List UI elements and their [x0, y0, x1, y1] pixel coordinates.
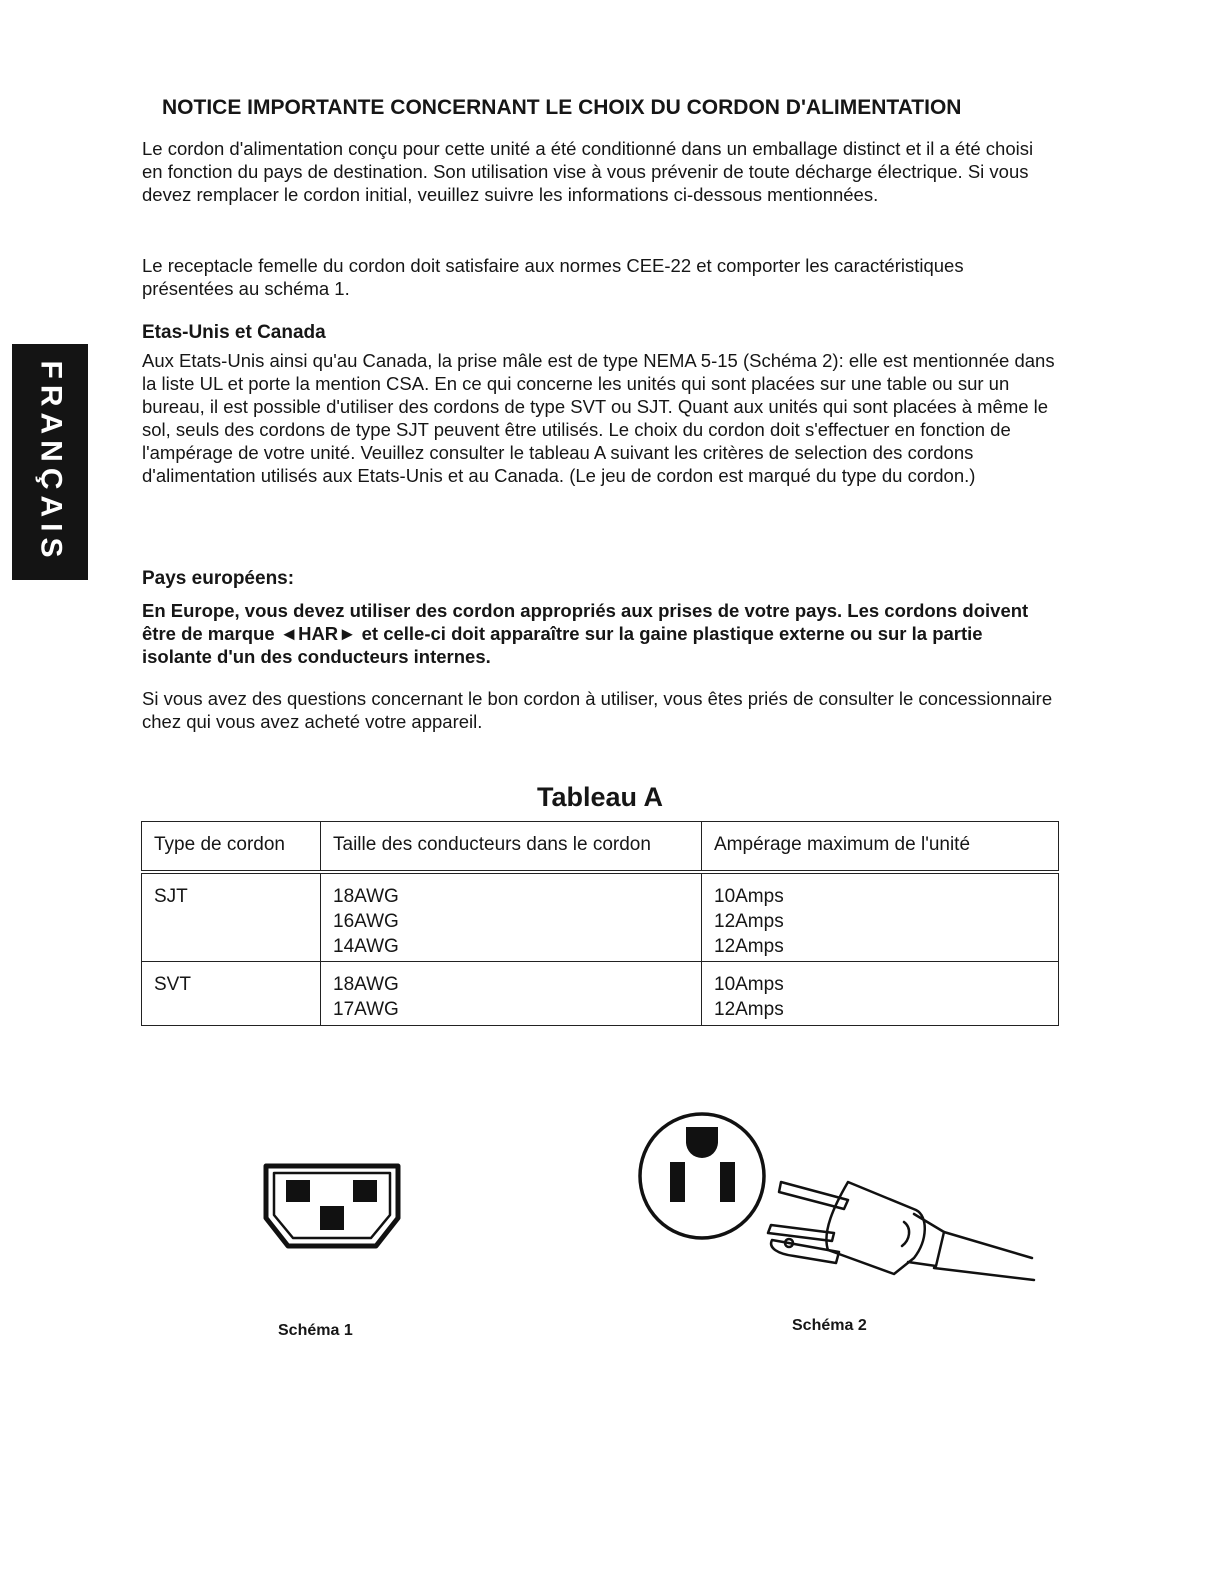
- conductor-size-value: 14AWG: [333, 936, 399, 957]
- table-title: Tableau A: [536, 782, 664, 812]
- schema1-caption: Schéma 1: [278, 1322, 353, 1339]
- us-canada-paragraph: Aux Etats-Unis ainsi qu'au Canada, la prise mâle est de type NEMA 5-15 (Schéma 2): elle est mentionnée dans la liste UL et porte la mention CSA. En ce qui concerne les unités qui sont placées sur une table ou sur un bureau, il est possible d'utiliser des cordons de type SVT ou SJT. Quant aux unités qui sont placées à même le sol, seuls des cordons de type SJT peuvent être utilisés. Le choix du cordon doit s'effectuer en fonction de l'ampérage de votre unité. Veuillez consulter le tableau A suivant les critères de selection des cordons d'alimentation utilisés aux Etats-Unis et au Canada. (Le jeu de cordon est marqué du type du cordon.): [142, 350, 1055, 486]
- conductor-size-cell: [321, 962, 702, 1026]
- table-header-row: [142, 822, 1059, 873]
- amperage-value: 10Amps: [714, 886, 784, 907]
- header-max-amperage: Ampérage maximum de l'unité: [702, 822, 1059, 873]
- conductor-size-value: 17AWG: [333, 999, 399, 1020]
- page-title: NOTICE IMPORTANTE CONCERNANT LE CHOIX DU CORDON D'ALIMENTATION: [162, 96, 962, 119]
- conductor-size-cell: [321, 872, 702, 962]
- europe-paragraph: En Europe, vous devez utiliser des cordon appropriés aux prises de votre pays. Les cordons doivent être de marque ◄HAR► et celle-ci doit apparaître sur la gaine plastique externe ou sur la partie isolante d'un des conducteurs internes.: [142, 600, 1029, 667]
- amperage-cell: [702, 962, 1059, 1026]
- conductor-size-value: 18AWG: [333, 886, 399, 907]
- cee22-receptacle-icon: [260, 1160, 404, 1252]
- header-conductor-size: Taille des conducteurs dans le cordon: [321, 822, 702, 873]
- language-tab-label: FRANÇAIS: [34, 360, 67, 564]
- europe-heading: Pays européens:: [142, 568, 295, 589]
- us-canada-heading: Etas-Unis et Canada: [142, 322, 326, 343]
- cord-table: [141, 821, 1059, 1026]
- conductor-size-value: 16AWG: [333, 911, 399, 932]
- header-cord-type: Type de cordon: [142, 822, 321, 873]
- amperage-cell: [702, 872, 1059, 962]
- cord-type-cell: SJT: [142, 872, 321, 962]
- receptacle-paragraph: Le receptacle femelle du cordon doit satisfaire aux normes CEE-22 et comporter les caractéristiques présentées au schéma 1.: [142, 255, 964, 299]
- conductor-size-value: 18AWG: [333, 974, 399, 995]
- amperage-value: 10Amps: [714, 974, 784, 995]
- intro-paragraph: Le cordon d'alimentation conçu pour cette unité a été conditionné dans un emballage distinct et il a été choisi en fonction du pays de destination. Son utilisation vise à vous prévenir de toute décharge électrique. Si vous devez remplacer le cordon initial, veuillez suivre les informations ci-dessous mentionnées.: [142, 138, 1034, 205]
- table-row: [142, 962, 1059, 1026]
- amperage-value: 12Amps: [714, 911, 784, 932]
- nema-plug-icon: [636, 1110, 1040, 1290]
- language-tab: [12, 344, 88, 580]
- table-row: [142, 872, 1059, 962]
- cord-type-cell: SVT: [142, 962, 321, 1026]
- questions-paragraph: Si vous avez des questions concernant le bon cordon à utiliser, vous êtes priés de consulter le concessionnaire chez qui vous avez acheté votre appareil.: [142, 688, 1053, 732]
- amperage-value: 12Amps: [714, 999, 784, 1020]
- amperage-value: 12Amps: [714, 936, 784, 957]
- schema2-caption: Schéma 2: [792, 1317, 867, 1334]
